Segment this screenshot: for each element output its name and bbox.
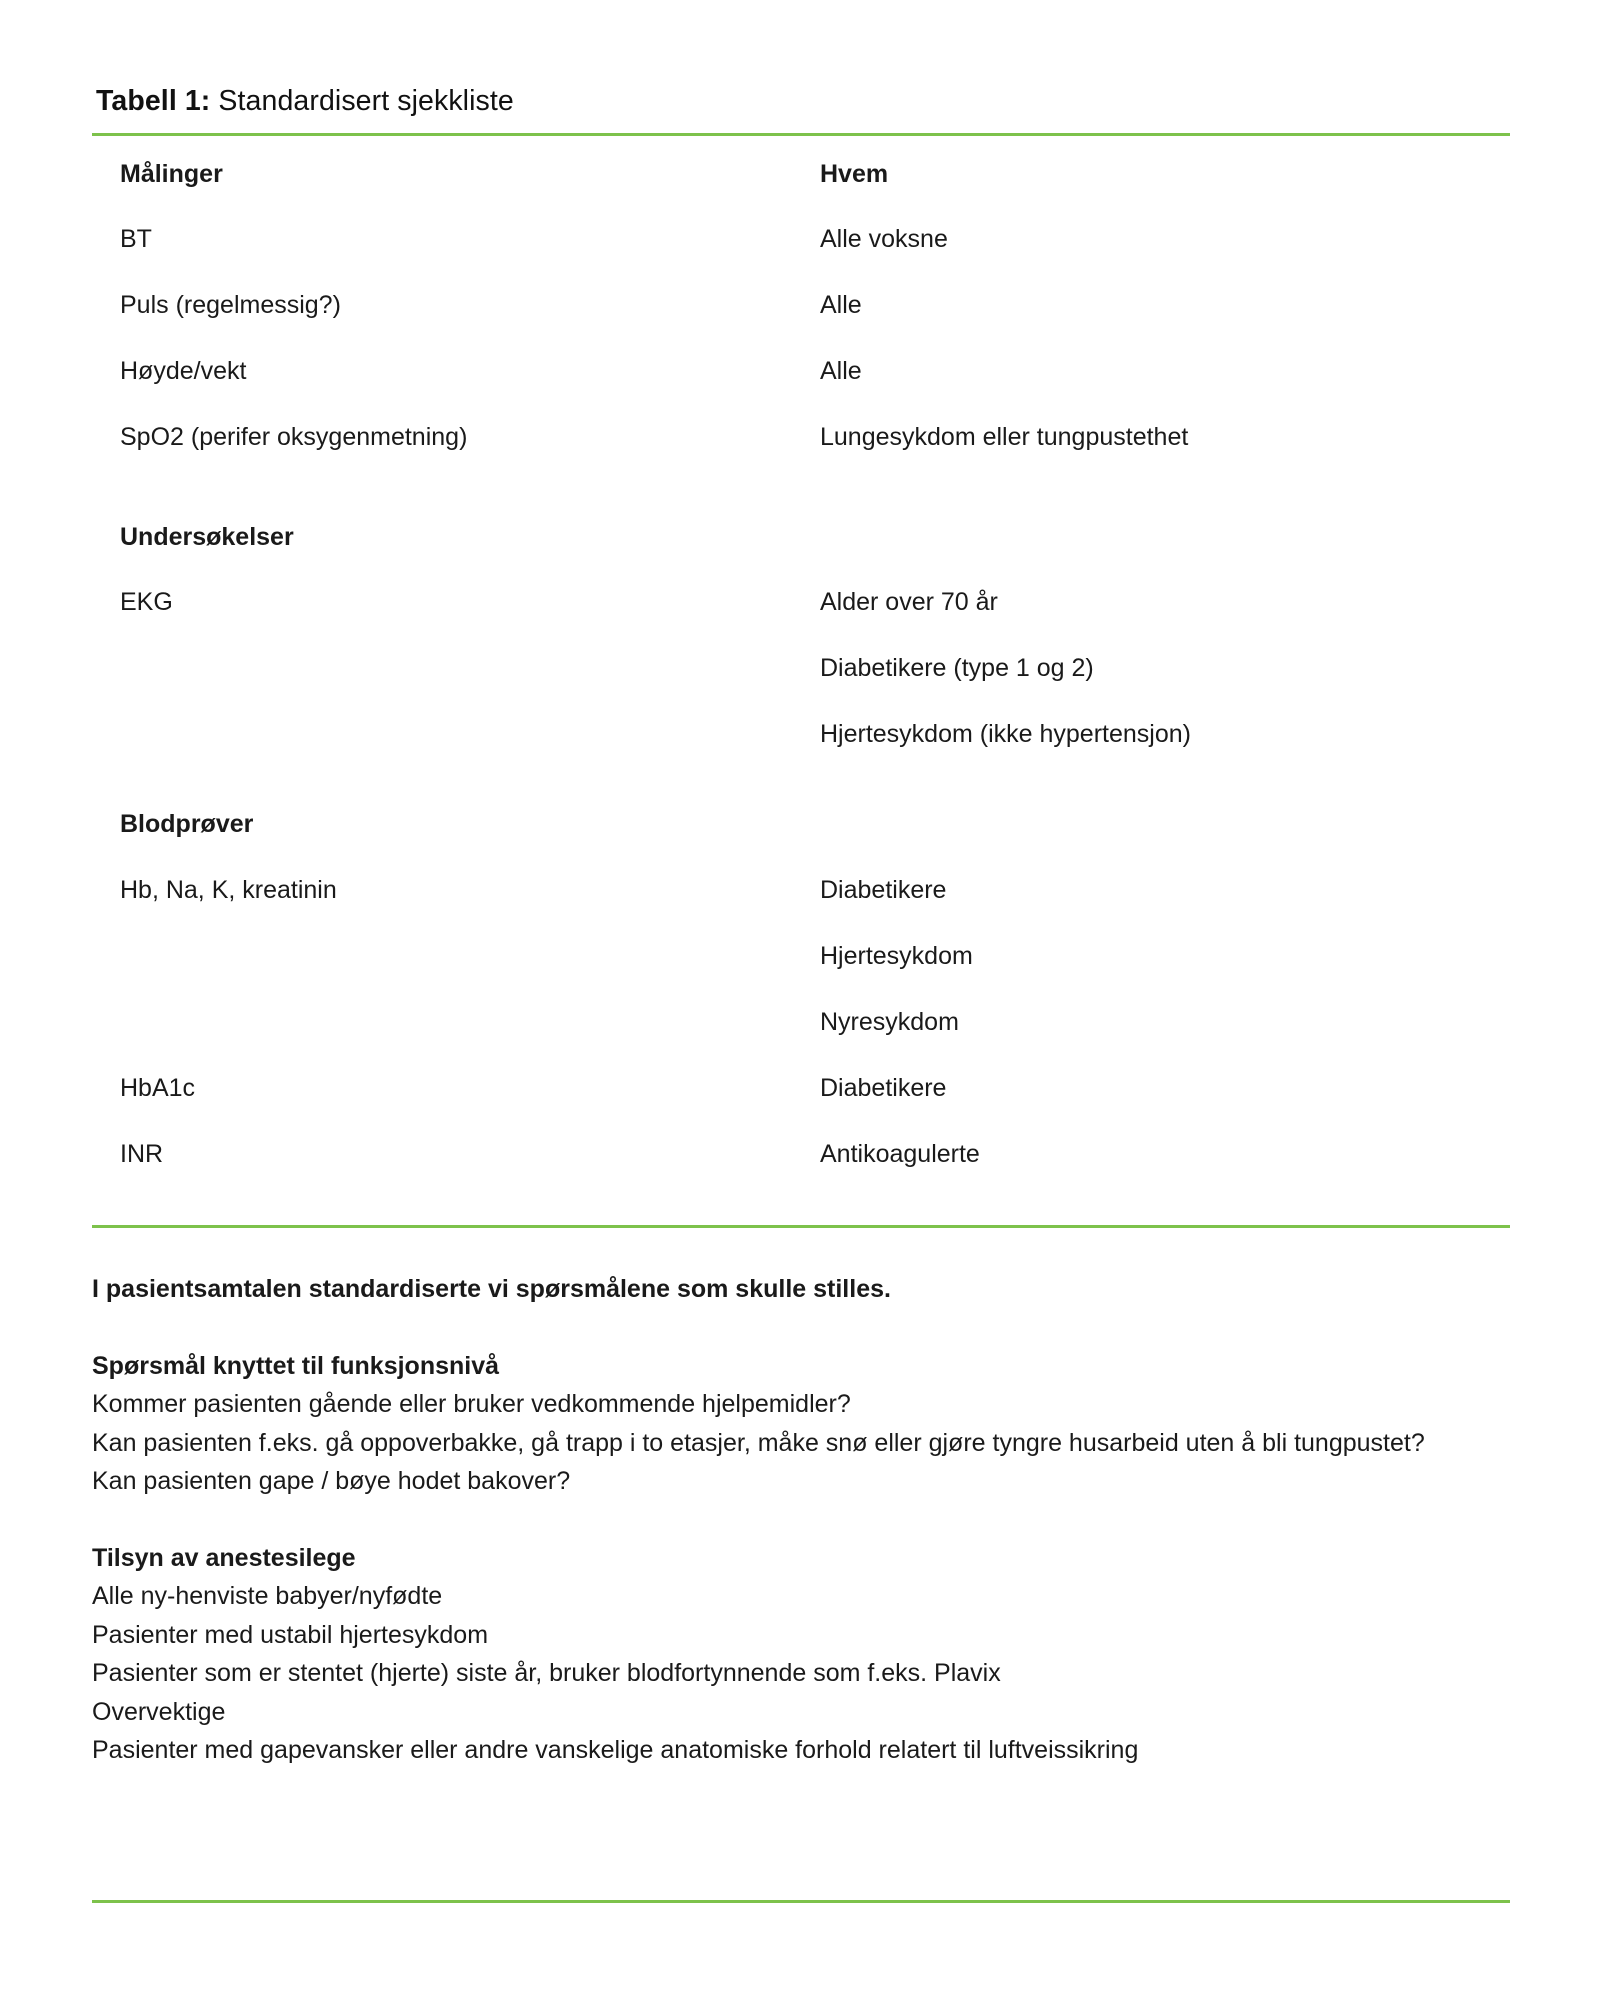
section-line: Alle ny-henviste babyer/nyfødte <box>92 1582 443 1610</box>
cell-who: Antikoagulerte <box>820 1140 980 1168</box>
cell-measure: Puls (regelmessig?) <box>120 291 341 319</box>
cell-measure: INR <box>120 1140 164 1168</box>
cell-who: Alder over 70 år <box>820 588 998 616</box>
cell-measure: SpO2 (perifer oksygenmetning) <box>120 423 468 451</box>
cell-measure: EKG <box>120 588 173 616</box>
cell-who: Hjertesykdom <box>820 942 973 970</box>
section-line: Pasienter med ustabil hjertesykdom <box>92 1620 489 1649</box>
section-label: Blodprøver <box>120 810 254 838</box>
divider-table-bottom <box>92 1225 1510 1228</box>
divider-page-bottom <box>92 1900 1510 1903</box>
body-text <box>92 1270 1512 1770</box>
cell-who: Nyresykdom <box>820 1008 959 1036</box>
section-line: Pasienter med gapevansker eller andre vanskelige anatomiske forhold relatert til luftveissikring <box>92 1736 1139 1764</box>
cell-measure: HbA1c <box>120 1074 196 1102</box>
section-line: Overvektige <box>92 1697 226 1726</box>
section-heading-tilsyn-anestesilege: Tilsyn av anestesilege <box>92 1543 356 1572</box>
page-title-label: Tabell 1: <box>96 85 211 117</box>
section-heading-funksjonsniva: Spørsmål knyttet til funksjonsnivå <box>92 1351 500 1380</box>
body-lead-paragraph: I pasientsamtalen standardiserte vi spørsmålene som skulle stilles. <box>92 1275 891 1303</box>
cell-who: Alle <box>820 291 862 319</box>
section-line: Kommer pasienten gående eller bruker vedkommende hjelpemidler? <box>92 1390 851 1418</box>
cell-who: Diabetikere <box>820 1074 947 1102</box>
cell-who: Diabetikere <box>820 876 947 904</box>
section-line: Kan pasienten f.eks. gå oppoverbakke, gå trapp i to etasjer, måke snø eller gjøre tyngre husarbeid uten å bli tungpustet? <box>92 1428 1425 1457</box>
cell-who: Diabetikere (type 1 og 2) <box>820 654 1094 682</box>
spacer <box>92 1309 1512 1347</box>
cell-who: Lungesykdom eller tungpustethet <box>820 423 1189 451</box>
page-title-text: Standardisert sjekkliste <box>210 85 514 117</box>
cell-measure: BT <box>120 225 152 253</box>
cell-who: Alle voksne <box>820 225 948 253</box>
divider-table-top <box>92 133 1510 136</box>
cell-who: Hjertesykdom (ikke hypertensjon) <box>820 720 1191 748</box>
cell-measure: Høyde/vekt <box>120 357 247 385</box>
section-line: Pasienter som er stentet (hjerte) siste år, bruker blodfortynnende som f.eks. Plavix <box>92 1659 1001 1687</box>
section-label: Undersøkelser <box>120 523 294 551</box>
spacer <box>92 1501 1512 1539</box>
page-title <box>96 84 514 120</box>
cell-who: Alle <box>820 357 862 385</box>
cell-measure: Hb, Na, K, kreatinin <box>120 876 337 904</box>
column-header-who: Hvem <box>820 160 889 188</box>
column-header-measurements: Målinger <box>120 160 223 188</box>
section-line: Kan pasienten gape / bøye hodet bakover? <box>92 1467 571 1495</box>
